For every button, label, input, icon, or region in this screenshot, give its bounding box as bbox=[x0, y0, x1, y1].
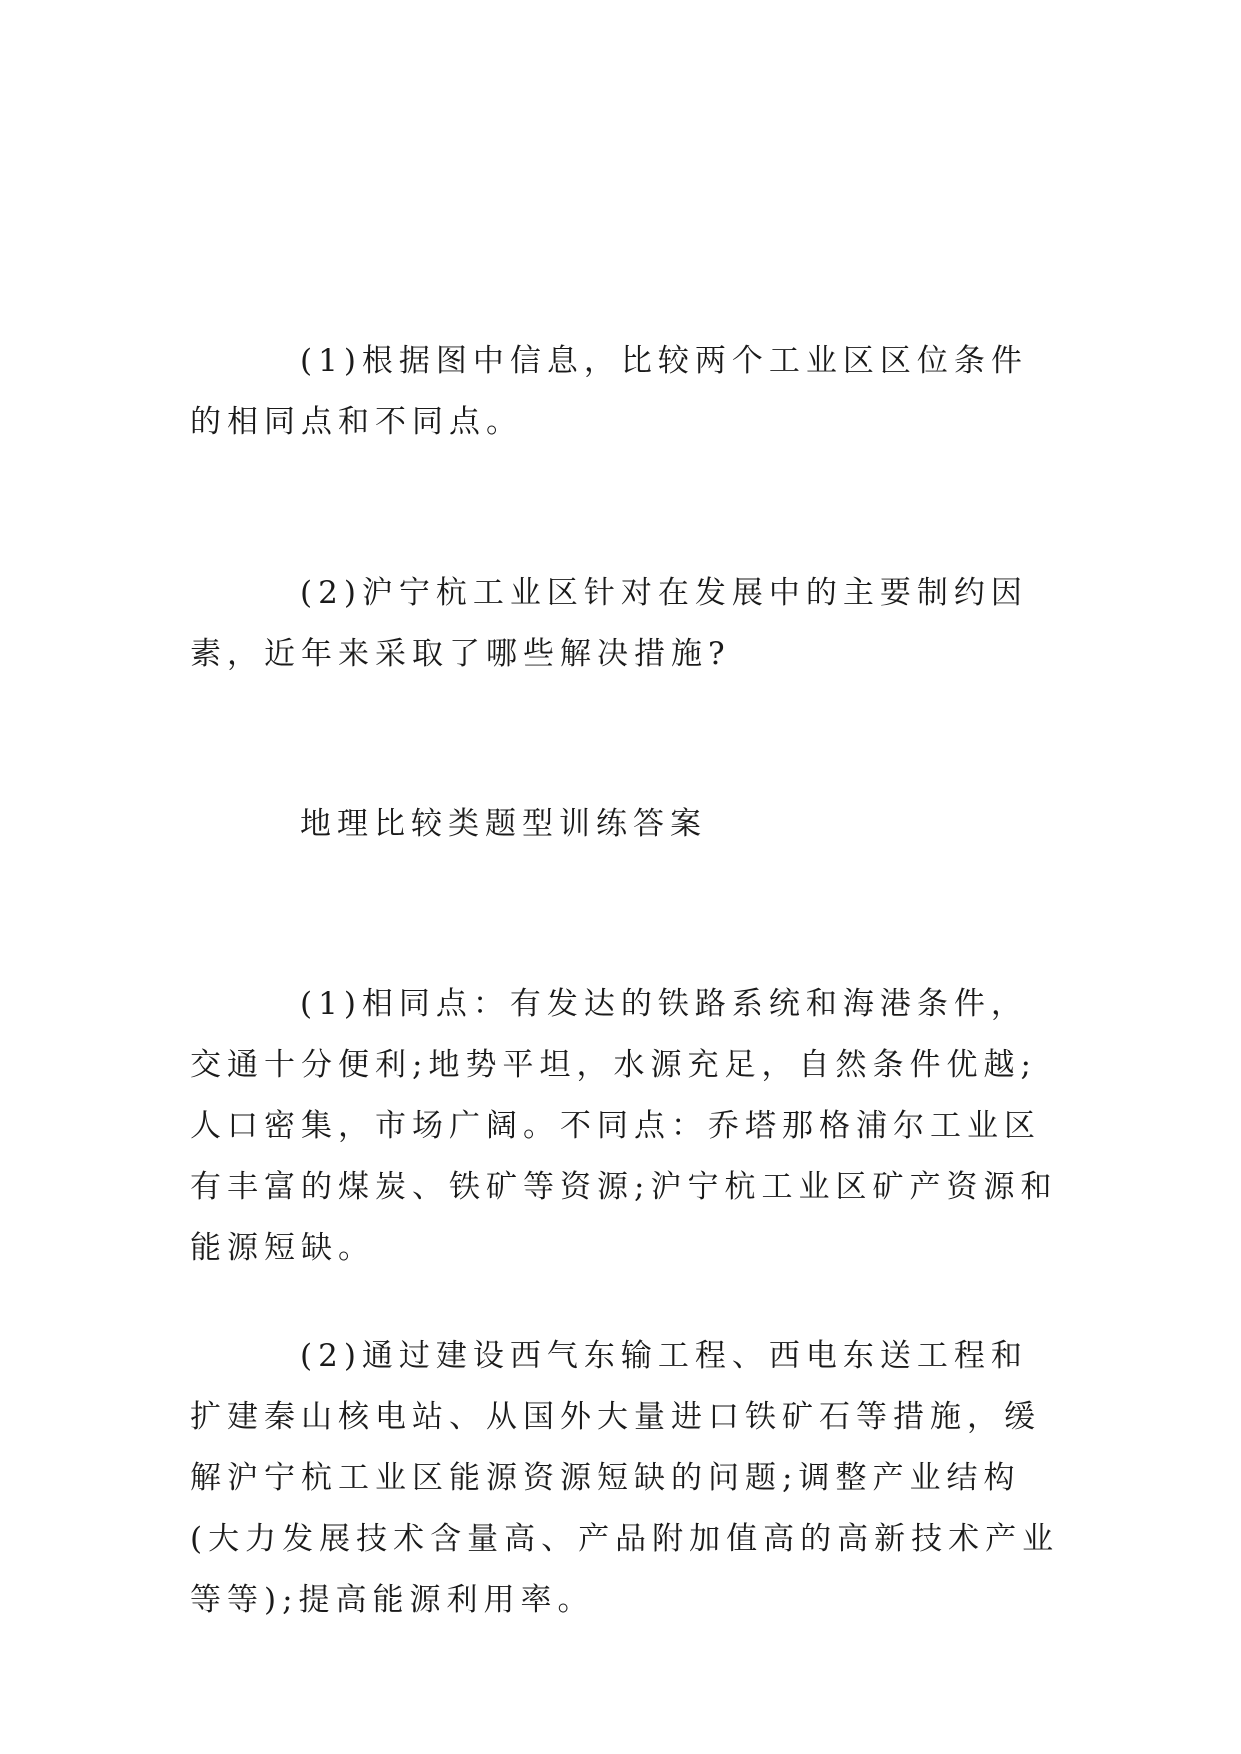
answer-title: 地理比较类题型训练答案 bbox=[300, 806, 707, 842]
answer-1: (1)相同点：有发达的铁路系统和海港条件，交通十分便利;地势平坦，水源充足，自然条件优越;人口密集，市场广阔。不同点：乔塔那格浦尔工业区有丰富的煤炭、铁矿等资源;沪宁杭工业区矿产资源和能源短缺。 bbox=[190, 986, 1058, 1266]
question-2: (2)沪宁杭工业区针对在发展中的主要制约因素，近年来采取了哪些解决措施? bbox=[190, 575, 1028, 672]
question-1: (1)根据图中信息，比较两个工业区区位条件的相同点和不同点。 bbox=[190, 343, 1028, 440]
answer-2: (2)通过建设西气东输工程、西电东送工程和扩建秦山核电站、从国外大量进口铁矿石等措施，缓解沪宁杭工业区能源资源短缺的问题;调整产业结构(大力发展技术含量高、产品附加值高的高新技术产业等等);提高能源利用率。 bbox=[190, 1338, 1060, 1618]
